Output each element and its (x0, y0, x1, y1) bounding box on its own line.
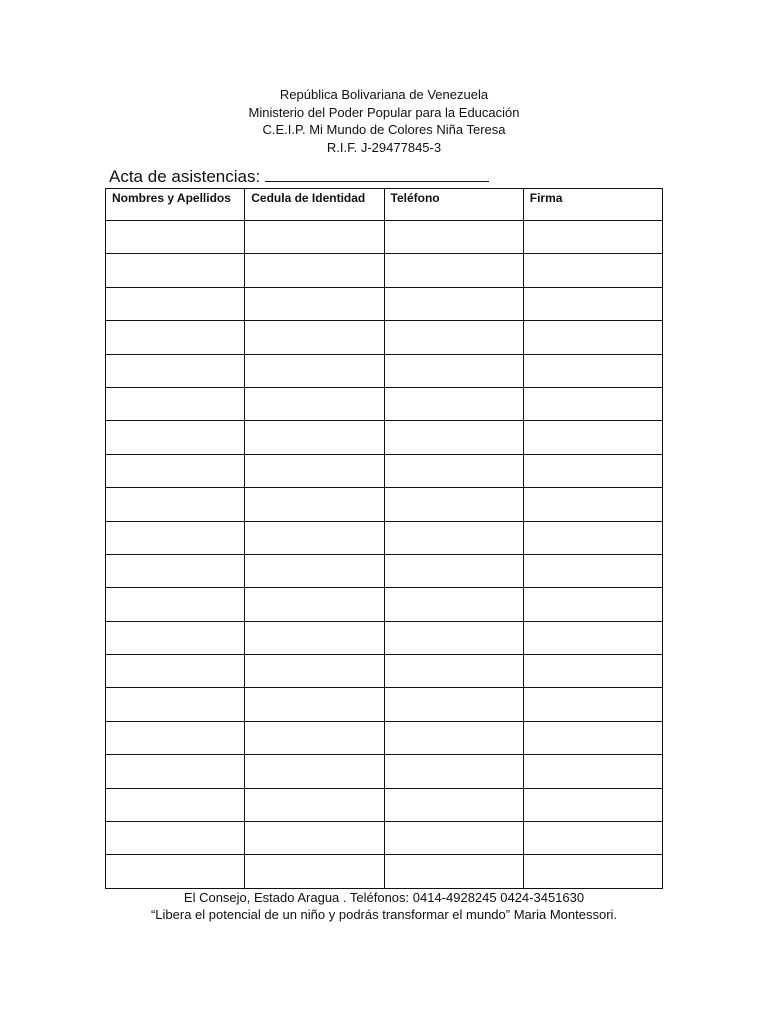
table-cell (106, 454, 245, 487)
table-cell (523, 421, 662, 454)
table-cell (523, 321, 662, 354)
table-cell (523, 855, 662, 888)
table-cell (523, 588, 662, 621)
table-cell (523, 822, 662, 855)
table-row (106, 521, 663, 554)
table-cell (384, 387, 523, 420)
header-ministry: Ministerio del Poder Popular para la Educación (248, 104, 520, 120)
table-cell (245, 287, 384, 320)
footer-quote: “Libera el potencial de un niño y podrás transformar el mundo” Maria Montessori. (150, 907, 618, 922)
table-cell (245, 221, 384, 254)
table-row (106, 454, 663, 487)
table-cell (384, 855, 523, 888)
table-cell (384, 621, 523, 654)
table-cell (384, 354, 523, 387)
table-cell (523, 488, 662, 521)
table-cell (106, 721, 245, 754)
table-row (106, 822, 663, 855)
table-row (106, 655, 663, 688)
table-cell (106, 554, 245, 587)
table-cell (245, 254, 384, 287)
header-country: República Bolivariana de Venezuela (279, 87, 489, 102)
table-cell (384, 721, 523, 754)
table-cell (384, 254, 523, 287)
table-cell (106, 755, 245, 788)
table-cell (245, 822, 384, 855)
table-cell (384, 488, 523, 521)
table-cell (106, 588, 245, 621)
table-cell (523, 621, 662, 654)
table-cell (384, 454, 523, 487)
table-cell (384, 655, 523, 688)
footer-address-phones: El Consejo, Estado Aragua . Teléfonos: 0414-4928245 0424-3451630 (183, 890, 585, 905)
table-cell (245, 655, 384, 688)
table-row (106, 855, 663, 888)
table-row (106, 287, 663, 320)
table-cell (106, 655, 245, 688)
table-cell (523, 755, 662, 788)
acta-title (109, 167, 489, 187)
table-cell (523, 655, 662, 688)
acta-date-blank-line (265, 167, 489, 182)
table-cell (245, 554, 384, 587)
table-cell (523, 688, 662, 721)
table-cell (245, 454, 384, 487)
table-cell (384, 588, 523, 621)
table-cell (384, 221, 523, 254)
table-cell (384, 688, 523, 721)
table-cell (384, 521, 523, 554)
table-cell (245, 488, 384, 521)
table-row (106, 788, 663, 821)
table-cell (245, 521, 384, 554)
table-cell (106, 488, 245, 521)
table-cell (245, 354, 384, 387)
table-cell (245, 387, 384, 420)
table-cell (106, 621, 245, 654)
table-cell (245, 855, 384, 888)
table-row (106, 387, 663, 420)
table-cell (106, 287, 245, 320)
table-row (106, 721, 663, 754)
table-cell (245, 621, 384, 654)
table-cell (106, 354, 245, 387)
header-school-name: C.E.I.P. Mi Mundo de Colores Niña Teresa (262, 122, 506, 137)
table-cell (106, 221, 245, 254)
table-cell (523, 254, 662, 287)
document-footer (0, 889, 768, 923)
table-cell (106, 855, 245, 888)
table-cell (523, 354, 662, 387)
table-cell (106, 321, 245, 354)
table-cell (523, 287, 662, 320)
table-cell (384, 788, 523, 821)
table-cell (245, 421, 384, 454)
table-cell (523, 721, 662, 754)
table-cell (384, 554, 523, 587)
table-row (106, 621, 663, 654)
table-cell (523, 554, 662, 587)
table-cell (106, 822, 245, 855)
table-cell (384, 321, 523, 354)
table-row (106, 488, 663, 521)
table-cell (106, 688, 245, 721)
column-header-nombres: Nombres y Apellidos (106, 189, 245, 221)
table-cell (384, 755, 523, 788)
column-header-telefono: Teléfono (384, 189, 523, 221)
acta-label: Acta de asistencias: (109, 167, 261, 186)
table-cell (245, 788, 384, 821)
table-row (106, 755, 663, 788)
column-header-cedula: Cedula de Identidad (245, 189, 384, 221)
table-row (106, 688, 663, 721)
table-cell (523, 521, 662, 554)
table-header-row (106, 189, 663, 221)
table-cell (245, 721, 384, 754)
table-row (106, 421, 663, 454)
table-cell (106, 521, 245, 554)
table-cell (384, 822, 523, 855)
table-cell (523, 221, 662, 254)
table-cell (245, 588, 384, 621)
column-header-firma: Firma (523, 189, 662, 221)
table-cell (106, 421, 245, 454)
table-row (106, 221, 663, 254)
table-cell (106, 788, 245, 821)
attendance-table (105, 188, 663, 889)
table-cell (245, 688, 384, 721)
header-rif: R.I.F. J-29477845-3 (326, 139, 442, 155)
table-row (106, 554, 663, 587)
table-cell (106, 387, 245, 420)
table-cell (523, 788, 662, 821)
table-cell (384, 421, 523, 454)
table-row (106, 354, 663, 387)
document-header (0, 86, 768, 156)
table-cell (245, 321, 384, 354)
table-row (106, 254, 663, 287)
table-row (106, 588, 663, 621)
attendance-table-body (106, 221, 663, 889)
table-cell (523, 387, 662, 420)
table-cell (523, 454, 662, 487)
table-cell (106, 254, 245, 287)
table-row (106, 321, 663, 354)
table-cell (384, 287, 523, 320)
table-cell (245, 755, 384, 788)
